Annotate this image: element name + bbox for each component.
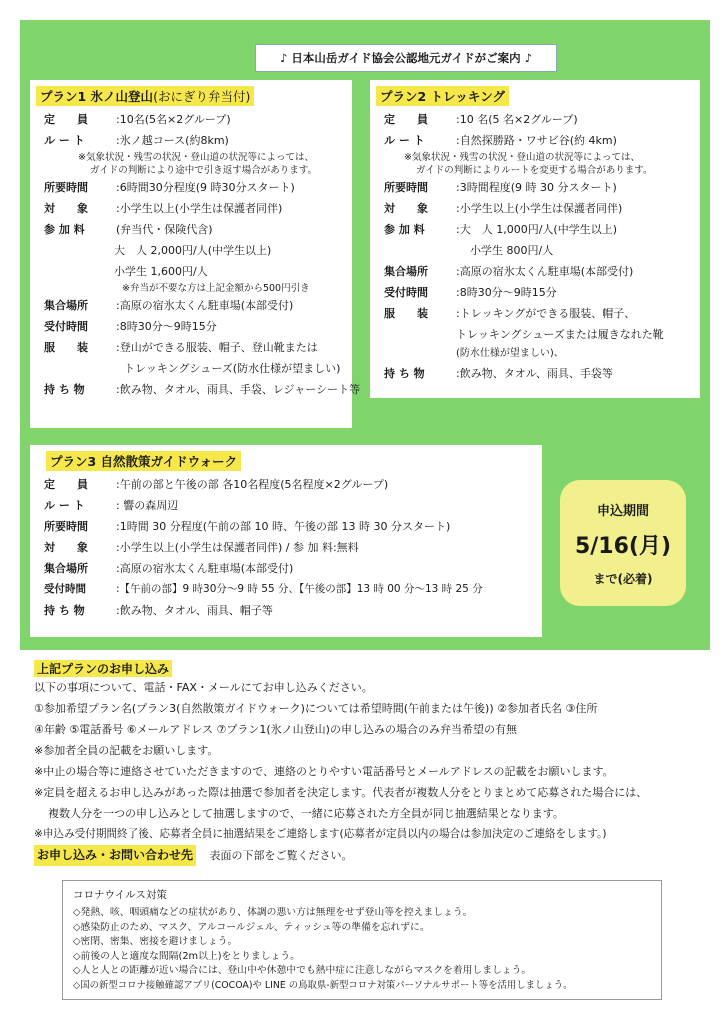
plan3-time-value: :1時間 30 分程度(午前の部 10 時、午後の部 13 時 30 分スタート) bbox=[116, 520, 451, 533]
plan2-title: プラン2 トレッキング bbox=[376, 86, 509, 106]
plan2-meet-label: 集合場所 bbox=[384, 265, 428, 278]
plan2-meet-row bbox=[370, 261, 700, 282]
deadline-date: 5/16(月) bbox=[574, 534, 672, 559]
plan1-capacity-value: :10名(5名×2グループ) bbox=[116, 113, 231, 126]
corona-line-1: ◇感染防止のため、マスク、アルコールジェル、ティッシュ等の準備を忘れずに。 bbox=[73, 921, 430, 933]
plan3-bring-label: 持 ち 物 bbox=[44, 604, 85, 617]
plan2-capacity-label: 定 員 bbox=[384, 113, 428, 126]
plan2-fee-child: 小学生 800円/人 bbox=[470, 244, 554, 257]
plan2-note1: ※気象状況・残雪の状況・登山道の状況等によっては、 bbox=[404, 152, 640, 163]
application-line-5: ※定員を超えるお申し込みがあった際は抽選で参加者を決定します。代表者が複数人分をとりまとめて応募された場合には、 bbox=[34, 786, 648, 799]
plan2-wear-value2: トレッキングシューズまたは履きなれた靴 bbox=[456, 328, 664, 341]
plan1-fee-child: 小学生 1,600円/人 bbox=[114, 265, 208, 278]
guide-banner: ♪ 日本山岳ガイド協会公認地元ガイドがご案内 ♪ bbox=[255, 44, 557, 72]
plan2-route-row bbox=[370, 130, 700, 151]
plan1-route-value: :氷ノ越コース(約8km) bbox=[116, 134, 229, 147]
plan1-meet-label: 集合場所 bbox=[44, 299, 88, 312]
plan2-capacity-row bbox=[370, 109, 700, 130]
plan1-wear-row bbox=[30, 337, 352, 358]
plan2-target-label: 対 象 bbox=[384, 202, 428, 215]
plan1-target-value: :小学生以上(小学生は保護者同伴) bbox=[116, 202, 283, 215]
plan1-note2: ガイドの判断により途中で引き返す場合があります。 bbox=[90, 165, 317, 176]
plan3-reception-row bbox=[30, 579, 542, 600]
contact-text: 表面の下部をご覧ください。 bbox=[209, 849, 353, 862]
plan1-target-row bbox=[30, 198, 352, 219]
deadline-until: まで(必着) bbox=[593, 572, 653, 586]
plan1-fee-adult: 大 人 2,000円/人(中学生以上) bbox=[114, 244, 272, 257]
application-line-2: ④年齢 ⑤電話番号 ⑥メールアドレス ⑦プラン1(氷ノ山登山)の申し込みの場合のみ弁当希望の有無 bbox=[34, 723, 517, 736]
plan2-reception-label: 受付時間 bbox=[384, 286, 428, 299]
plan3-bring-value: :飲み物、タオル、雨具、帽子等 bbox=[116, 604, 273, 617]
plan1-wear-value2: トレッキングシューズ(防水仕様が望ましい) bbox=[124, 362, 341, 375]
plan2-bring-label: 持 ち 物 bbox=[384, 367, 425, 380]
plan2-time-label: 所要時間 bbox=[384, 181, 428, 194]
plan2-note2: ガイドの判断によりルートを変更する場合があります。 bbox=[416, 165, 653, 176]
plan1-fee-label: 参 加 料 bbox=[44, 223, 85, 236]
plan3-capacity-value: :午前の部と午後の部 各10名程度(5名程度×2グループ) bbox=[116, 478, 389, 491]
plan3-route-row bbox=[30, 495, 542, 516]
application-line-3: ※参加者全員の記載をお願いします。 bbox=[34, 744, 219, 757]
plan2-time-value: :3時間程度(9 時 30 分スタート) bbox=[456, 181, 617, 194]
plan1-fee-value: (弁当代・保険代含) bbox=[116, 223, 213, 236]
plan3-route-value: : 響の森周辺 bbox=[116, 499, 179, 512]
plan1-fee-row bbox=[30, 219, 352, 240]
plan3-target-row bbox=[30, 537, 542, 558]
plan3-capacity-label: 定 員 bbox=[44, 478, 88, 491]
corona-line-3: ◇前後の人と適度な間隔(2m以上)をとりましょう。 bbox=[73, 950, 300, 962]
corona-line-2: ◇密閉、密集、密接を避けましょう。 bbox=[73, 936, 238, 947]
corona-title: コロナウイルス対策 bbox=[73, 889, 167, 901]
plan2-card bbox=[370, 80, 700, 398]
plan2-fee-value: :大 人 1,000円/人(中学生以上) bbox=[456, 223, 617, 236]
plan1-card bbox=[30, 80, 361, 428]
contact-heading: お申し込み・お問い合わせ先 bbox=[34, 845, 196, 866]
plan3-meet-row bbox=[30, 558, 542, 579]
plan1-bring-value: :飲み物、タオル、雨具、手袋、レジャーシート等 bbox=[116, 383, 361, 396]
plan3-reception-value: :【午前の部】9 時30分～9 時 55 分、【午後の部】13 時 00 分～13 時 25 分 bbox=[116, 583, 483, 595]
plan2-wear-label: 服 装 bbox=[384, 307, 428, 320]
plan1-reception-value: :8時30分～9時15分 bbox=[116, 320, 217, 333]
plan3-title: プラン3 自然散策ガイドウォーク bbox=[46, 451, 241, 471]
plan2-time-row bbox=[370, 177, 700, 198]
plan2-wear-row bbox=[370, 303, 700, 324]
plan2-target-row bbox=[370, 198, 700, 219]
plan2-bring-value: :飲み物、タオル、雨具、手袋等 bbox=[456, 367, 613, 380]
application-line-7: ※申込み受付期間終了後、応募者全員に抽選結果をご連絡します(応募者が定員以内の場合は参加決定のご連絡をします。) bbox=[34, 828, 607, 840]
plan3-meet-value: :高原の宿氷太くん駐車場(本部受付) bbox=[116, 562, 294, 575]
deadline-label: 申込期間 bbox=[596, 504, 649, 519]
plan2-wear-value3: (防水仕様が望ましい)、 bbox=[456, 348, 564, 359]
plan2-wear-value: :トレッキングができる服装、帽子、 bbox=[456, 307, 636, 320]
plan3-capacity-row bbox=[30, 474, 542, 495]
plan1-fee-note: ※弁当が不要な方は上記金額から500円引き bbox=[122, 283, 310, 294]
plan2-fee-label: 参 加 料 bbox=[384, 223, 425, 236]
corona-line-5: ◇国の新型コロナ接触確認アプリ(COCOA)や LINE の鳥取県-新型コロナ対策パーソナルサポート等を活用しましょう。 bbox=[73, 979, 573, 991]
plan1-title-main: プラン1 氷ノ山登山 bbox=[40, 89, 154, 104]
plan1-reception-label: 受付時間 bbox=[44, 320, 88, 333]
plan1-wear-label: 服 装 bbox=[44, 341, 88, 354]
contact-row bbox=[34, 845, 694, 866]
plan3-time-label: 所要時間 bbox=[44, 520, 88, 533]
plan2-target-value: :小学生以上(小学生は保護者同伴) bbox=[456, 202, 623, 215]
plan1-capacity-row bbox=[30, 109, 352, 130]
application-section bbox=[34, 658, 694, 866]
plan1-title-sub: (おにぎり弁当付) bbox=[153, 89, 251, 104]
plan3-time-row bbox=[30, 516, 542, 537]
plan1-wear-value: :登山ができる服装、帽子、登山靴または bbox=[116, 341, 318, 354]
plan1-reception-row bbox=[30, 316, 352, 337]
application-line-0: 以下の事項について、電話・FAX・メールにてお申し込みください。 bbox=[34, 681, 373, 694]
plan1-time-label: 所要時間 bbox=[44, 181, 88, 194]
plan2-capacity-value: :10 名(5 名×2グループ) bbox=[456, 113, 578, 126]
corona-line-4: ◇人と人との距離が近い場合には、登山中や休憩中でも熱中症に注意しながらマスクを着用しましょう。 bbox=[73, 965, 532, 976]
application-line-1: ①参加希望プラン名(プラン3(自然散策ガイドウォーク)については希望時間(午前または午後)) ②参加者氏名 ③住所 bbox=[34, 702, 598, 715]
plan3-bring-row bbox=[30, 600, 542, 621]
plan3-card bbox=[30, 445, 542, 637]
plan1-time-row bbox=[30, 177, 352, 198]
plan1-capacity-label: 定 員 bbox=[44, 113, 88, 126]
corona-line-0: ◇発熱、咳、咽頭痛などの症状があり、体調の悪い方は無理をせず登山等を控えましょう。 bbox=[73, 907, 473, 918]
plan2-reception-value: :8時30分～9時15分 bbox=[456, 286, 557, 299]
plan3-meet-label: 集合場所 bbox=[44, 562, 88, 575]
plan1-bring-row bbox=[30, 379, 361, 400]
plan1-target-label: 対 象 bbox=[44, 202, 88, 215]
corona-box bbox=[62, 880, 662, 1000]
application-heading: 上記プランのお申し込み bbox=[34, 660, 172, 677]
plan1-title bbox=[36, 86, 254, 106]
plan3-reception-label: 受付時間 bbox=[44, 583, 86, 595]
plan1-meet-row bbox=[30, 295, 352, 316]
plan3-target-label: 対 象 bbox=[44, 541, 88, 554]
application-line-6: 複数人分を一つの申し込みとして抽選しますので、一緒に応募された方全員が同じ抽選結果となります。 bbox=[48, 807, 564, 820]
deadline-badge bbox=[560, 480, 686, 606]
plan2-reception-row bbox=[370, 282, 700, 303]
application-line-4: ※中止の場合等に連絡させていただきますので、連絡のとりやすい電話番号とメールアドレスの記載をお願いします。 bbox=[34, 765, 614, 778]
plan1-route-row bbox=[30, 130, 352, 151]
plan2-fee-row bbox=[370, 219, 700, 240]
plan1-route-label: ル ー ト bbox=[44, 134, 85, 147]
plan2-route-label: ル ー ト bbox=[384, 134, 425, 147]
plan1-meet-value: :高原の宿氷太くん駐車場(本部受付) bbox=[116, 299, 294, 312]
plan1-note1: ※気象状況・残雪の状況・登山道の状況等によっては、 bbox=[78, 152, 314, 163]
plan2-meet-value: :高原の宿氷太くん駐車場(本部受付) bbox=[456, 265, 634, 278]
plan2-bring-row bbox=[370, 363, 700, 384]
plan3-target-value: :小学生以上(小学生は保護者同伴) / 参 加 料:無料 bbox=[116, 541, 359, 554]
plan3-route-label: ル ー ト bbox=[44, 499, 85, 512]
plan1-time-value: :6時間30分程度(9 時30分スタート) bbox=[116, 181, 295, 194]
plan2-route-value: :自然探勝路・ワサビ谷(約 4km) bbox=[456, 134, 617, 147]
plan1-bring-label: 持 ち 物 bbox=[44, 383, 85, 396]
